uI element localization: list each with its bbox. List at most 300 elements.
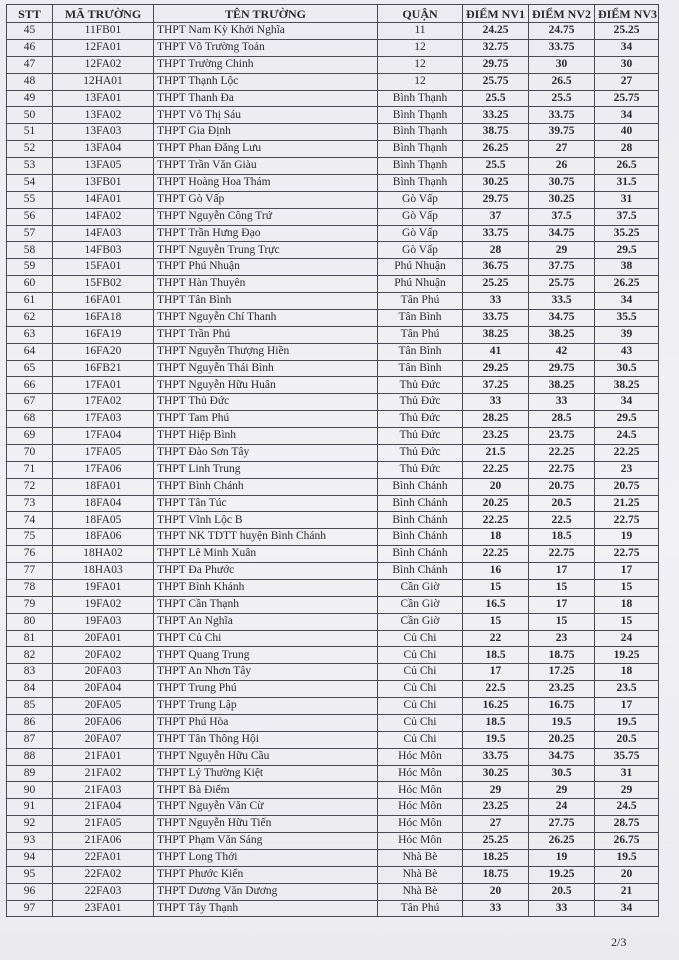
cell-ma-truong: 22FA01 [53, 849, 154, 866]
cell-diem-nv3: 22.75 [595, 546, 659, 563]
cell-diem-nv3: 34 [595, 293, 659, 310]
cell-quan: Tân Phú [378, 293, 463, 310]
cell-quan: Củ Chi [378, 664, 463, 681]
cell-ten-truong: THPT Trần Phú [154, 326, 378, 343]
cell-quan: Tân Bình [378, 360, 463, 377]
cell-ma-truong: 16FA01 [53, 293, 154, 310]
header-stt: STT [7, 5, 53, 23]
table-row [7, 833, 659, 850]
header-ma-truong: MÃ TRƯỜNG [53, 5, 154, 23]
cell-diem-nv1: 29 [463, 782, 529, 799]
cell-diem-nv1: 26.25 [463, 141, 529, 158]
table-row [7, 495, 659, 512]
cell-ma-truong: 19FA03 [53, 613, 154, 630]
cell-diem-nv2: 20.5 [529, 883, 595, 900]
cell-ma-truong: 22FA02 [53, 866, 154, 883]
cell-diem-nv1: 37 [463, 208, 529, 225]
cell-diem-nv2: 30.25 [529, 191, 595, 208]
cell-diem-nv3: 31 [595, 765, 659, 782]
cell-diem-nv1: 28.25 [463, 411, 529, 428]
cell-stt: 93 [7, 833, 53, 850]
cell-ma-truong: 17FA06 [53, 461, 154, 478]
cell-diem-nv1: 29.25 [463, 360, 529, 377]
cell-diem-nv2: 18.75 [529, 647, 595, 664]
cell-diem-nv1: 25.5 [463, 90, 529, 107]
cell-stt: 47 [7, 56, 53, 73]
cell-ma-truong: 19FA02 [53, 596, 154, 613]
cell-stt: 88 [7, 748, 53, 765]
cell-ma-truong: 13FA02 [53, 107, 154, 124]
table-row [7, 698, 659, 715]
cell-diem-nv1: 24.25 [463, 23, 529, 40]
cell-stt: 62 [7, 309, 53, 326]
cell-stt: 77 [7, 563, 53, 580]
cell-diem-nv2: 20.75 [529, 478, 595, 495]
table-row [7, 579, 659, 596]
cell-diem-nv2: 17 [529, 563, 595, 580]
cell-stt: 69 [7, 428, 53, 445]
cell-diem-nv3: 20 [595, 866, 659, 883]
cell-stt: 65 [7, 360, 53, 377]
cell-stt: 90 [7, 782, 53, 799]
cell-quan: Hóc Môn [378, 765, 463, 782]
cell-ma-truong: 20FA05 [53, 698, 154, 715]
table-row [7, 90, 659, 107]
cell-ma-truong: 14FA01 [53, 191, 154, 208]
cell-diem-nv1: 33 [463, 394, 529, 411]
table-row [7, 377, 659, 394]
cell-diem-nv2: 22.75 [529, 546, 595, 563]
cell-stt: 64 [7, 343, 53, 360]
cell-quan: Nhà Bè [378, 849, 463, 866]
cell-ten-truong: THPT Linh Trung [154, 461, 378, 478]
cell-diem-nv1: 33 [463, 900, 529, 917]
cell-ten-truong: THPT Nguyễn Hữu Huân [154, 377, 378, 394]
cell-diem-nv3: 37.5 [595, 208, 659, 225]
cell-stt: 73 [7, 495, 53, 512]
cell-diem-nv2: 24.75 [529, 23, 595, 40]
cell-ma-truong: 16FA20 [53, 343, 154, 360]
cell-quan: Cần Giờ [378, 579, 463, 596]
cell-diem-nv1: 15 [463, 613, 529, 630]
cell-diem-nv3: 35.75 [595, 748, 659, 765]
cell-diem-nv3: 38.25 [595, 377, 659, 394]
cell-ma-truong: 17FA01 [53, 377, 154, 394]
cell-ten-truong: THPT Phan Đăng Lưu [154, 141, 378, 158]
table-body [7, 23, 659, 917]
cell-diem-nv2: 18.5 [529, 529, 595, 546]
cell-diem-nv1: 30.25 [463, 765, 529, 782]
cell-diem-nv2: 25.75 [529, 276, 595, 293]
cell-diem-nv3: 34 [595, 107, 659, 124]
cell-ma-truong: 17FA04 [53, 428, 154, 445]
cell-diem-nv2: 33 [529, 394, 595, 411]
cell-ten-truong: THPT Tân Túc [154, 495, 378, 512]
table-row [7, 174, 659, 191]
cell-diem-nv2: 23.75 [529, 428, 595, 445]
table-row [7, 309, 659, 326]
cell-diem-nv1: 18.25 [463, 849, 529, 866]
table-row [7, 765, 659, 782]
cell-ma-truong: 17FA05 [53, 444, 154, 461]
cell-ma-truong: 18FA04 [53, 495, 154, 512]
cell-ten-truong: THPT Thanh Đa [154, 90, 378, 107]
table-row [7, 681, 659, 698]
cell-stt: 71 [7, 461, 53, 478]
table-row [7, 23, 659, 40]
table-row [7, 596, 659, 613]
cell-ma-truong: 15FB02 [53, 276, 154, 293]
cell-ma-truong: 18HA03 [53, 563, 154, 580]
cell-quan: Tân Bình [378, 309, 463, 326]
cell-quan: Củ Chi [378, 630, 463, 647]
cell-diem-nv1: 20.25 [463, 495, 529, 512]
table-row [7, 849, 659, 866]
cell-ten-truong: THPT Thạnh Lộc [154, 73, 378, 90]
cell-diem-nv1: 22.25 [463, 512, 529, 529]
cell-diem-nv3: 31 [595, 191, 659, 208]
cell-diem-nv2: 23 [529, 630, 595, 647]
cell-diem-nv2: 29 [529, 782, 595, 799]
cell-diem-nv3: 30 [595, 56, 659, 73]
cell-quan: Bình Thạnh [378, 174, 463, 191]
cell-diem-nv1: 25.25 [463, 276, 529, 293]
page-number: 2/3 [611, 935, 627, 949]
cell-diem-nv1: 18.5 [463, 647, 529, 664]
table-row [7, 343, 659, 360]
cell-ten-truong: THPT Phước Kiển [154, 866, 378, 883]
cell-diem-nv3: 24.5 [595, 799, 659, 816]
cell-ma-truong: 20FA01 [53, 630, 154, 647]
cell-stt: 59 [7, 259, 53, 276]
cell-diem-nv2: 29 [529, 242, 595, 259]
table-row [7, 39, 659, 56]
cell-stt: 51 [7, 124, 53, 141]
cell-quan: Củ Chi [378, 698, 463, 715]
cell-diem-nv2: 38.25 [529, 377, 595, 394]
cell-ma-truong: 17FA02 [53, 394, 154, 411]
cell-ma-truong: 16FA18 [53, 309, 154, 326]
cell-ten-truong: THPT Dương Văn Dương [154, 883, 378, 900]
cell-stt: 68 [7, 411, 53, 428]
cell-diem-nv3: 35.5 [595, 309, 659, 326]
table-header [7, 5, 659, 23]
cell-diem-nv3: 25.75 [595, 90, 659, 107]
cell-stt: 80 [7, 613, 53, 630]
cell-stt: 82 [7, 647, 53, 664]
cell-diem-nv1: 36.75 [463, 259, 529, 276]
cell-diem-nv1: 25.75 [463, 73, 529, 90]
cell-ma-truong: 16FB21 [53, 360, 154, 377]
cell-stt: 53 [7, 158, 53, 175]
cell-diem-nv3: 18 [595, 664, 659, 681]
cell-stt: 48 [7, 73, 53, 90]
cell-ma-truong: 22FA03 [53, 883, 154, 900]
cell-ma-truong: 11FB01 [53, 23, 154, 40]
cell-quan: Nhà Bè [378, 883, 463, 900]
cell-diem-nv3: 22.25 [595, 444, 659, 461]
cell-diem-nv2: 15 [529, 579, 595, 596]
cell-stt: 92 [7, 816, 53, 833]
cell-quan: Hóc Môn [378, 782, 463, 799]
table-row [7, 124, 659, 141]
table-row [7, 326, 659, 343]
cell-quan: Thủ Đức [378, 428, 463, 445]
cell-diem-nv3: 23.5 [595, 681, 659, 698]
cell-quan: 11 [378, 23, 463, 40]
cell-ten-truong: THPT Nguyễn Chí Thanh [154, 309, 378, 326]
cell-ma-truong: 21FA03 [53, 782, 154, 799]
cell-stt: 83 [7, 664, 53, 681]
cell-stt: 91 [7, 799, 53, 816]
cell-stt: 70 [7, 444, 53, 461]
cell-ma-truong: 12FA01 [53, 39, 154, 56]
cell-ma-truong: 12FA02 [53, 56, 154, 73]
cell-diem-nv2: 30.5 [529, 765, 595, 782]
header-row [7, 5, 659, 23]
cell-ten-truong: THPT Vĩnh Lộc B [154, 512, 378, 529]
cell-diem-nv3: 17 [595, 698, 659, 715]
table-row [7, 411, 659, 428]
cell-diem-nv2: 19.25 [529, 866, 595, 883]
cell-quan: Củ Chi [378, 731, 463, 748]
cell-stt: 76 [7, 546, 53, 563]
cell-diem-nv2: 22.75 [529, 461, 595, 478]
cell-ma-truong: 20FA06 [53, 714, 154, 731]
cell-diem-nv2: 24 [529, 799, 595, 816]
cell-ten-truong: THPT Tam Phú [154, 411, 378, 428]
table-row [7, 73, 659, 90]
cell-quan: Tân Phú [378, 900, 463, 917]
cell-ten-truong: THPT Tân Thông Hội [154, 731, 378, 748]
table-row [7, 748, 659, 765]
cell-ten-truong: THPT Hiệp Bình [154, 428, 378, 445]
cell-quan: Bình Chánh [378, 546, 463, 563]
cell-quan: Phú Nhuận [378, 259, 463, 276]
cell-quan: Gò Vấp [378, 225, 463, 242]
table-row [7, 816, 659, 833]
admission-scores-table [6, 4, 659, 917]
cell-stt: 45 [7, 23, 53, 40]
cell-diem-nv2: 42 [529, 343, 595, 360]
table-row [7, 613, 659, 630]
cell-ten-truong: THPT Củ Chi [154, 630, 378, 647]
cell-diem-nv2: 27 [529, 141, 595, 158]
cell-quan: Bình Thạnh [378, 124, 463, 141]
cell-diem-nv1: 29.75 [463, 191, 529, 208]
cell-stt: 96 [7, 883, 53, 900]
cell-ten-truong: THPT Phạm Văn Sáng [154, 833, 378, 850]
cell-ten-truong: THPT Tây Thạnh [154, 900, 378, 917]
table-row [7, 444, 659, 461]
cell-diem-nv3: 39 [595, 326, 659, 343]
cell-ma-truong: 17FA03 [53, 411, 154, 428]
cell-diem-nv2: 30 [529, 56, 595, 73]
header-diem-nv3: ĐIỂM NV3 [595, 5, 659, 23]
cell-stt: 79 [7, 596, 53, 613]
cell-ten-truong: THPT Bình Khánh [154, 579, 378, 596]
cell-stt: 74 [7, 512, 53, 529]
table-row [7, 191, 659, 208]
cell-diem-nv2: 19 [529, 849, 595, 866]
cell-quan: Bình Chánh [378, 478, 463, 495]
cell-diem-nv3: 38 [595, 259, 659, 276]
cell-quan: Tân Phú [378, 326, 463, 343]
cell-diem-nv2: 37.5 [529, 208, 595, 225]
header-diem-nv2: ĐIỂM NV2 [529, 5, 595, 23]
cell-diem-nv3: 40 [595, 124, 659, 141]
cell-diem-nv3: 19.25 [595, 647, 659, 664]
cell-diem-nv1: 25.25 [463, 833, 529, 850]
cell-diem-nv2: 23.25 [529, 681, 595, 698]
cell-ma-truong: 14FA03 [53, 225, 154, 242]
table-row [7, 647, 659, 664]
cell-ma-truong: 13FA01 [53, 90, 154, 107]
cell-ten-truong: THPT Cần Thạnh [154, 596, 378, 613]
cell-stt: 78 [7, 579, 53, 596]
cell-diem-nv1: 23.25 [463, 799, 529, 816]
cell-diem-nv2: 26 [529, 158, 595, 175]
cell-stt: 54 [7, 174, 53, 191]
cell-diem-nv3: 19 [595, 529, 659, 546]
cell-diem-nv3: 26.25 [595, 276, 659, 293]
cell-diem-nv2: 17 [529, 596, 595, 613]
table-row [7, 478, 659, 495]
cell-quan: Thủ Đức [378, 377, 463, 394]
cell-ma-truong: 21FA01 [53, 748, 154, 765]
cell-ma-truong: 13FA04 [53, 141, 154, 158]
cell-diem-nv2: 22.5 [529, 512, 595, 529]
cell-diem-nv2: 28.5 [529, 411, 595, 428]
cell-ma-truong: 20FA07 [53, 731, 154, 748]
cell-diem-nv1: 38.25 [463, 326, 529, 343]
cell-diem-nv2: 27.75 [529, 816, 595, 833]
cell-diem-nv3: 22.75 [595, 512, 659, 529]
cell-ten-truong: THPT Trần Văn Giàu [154, 158, 378, 175]
cell-diem-nv1: 23.25 [463, 428, 529, 445]
cell-diem-nv3: 26.5 [595, 158, 659, 175]
table-row [7, 799, 659, 816]
cell-ma-truong: 21FA02 [53, 765, 154, 782]
cell-diem-nv3: 18 [595, 596, 659, 613]
cell-ten-truong: THPT Trần Hưng Đạo [154, 225, 378, 242]
cell-stt: 86 [7, 714, 53, 731]
cell-ten-truong: THPT Lý Thường Kiệt [154, 765, 378, 782]
cell-quan: Thủ Đức [378, 444, 463, 461]
cell-diem-nv3: 43 [595, 343, 659, 360]
cell-ten-truong: THPT Nguyễn Hữu Cầu [154, 748, 378, 765]
cell-diem-nv3: 26.75 [595, 833, 659, 850]
cell-ten-truong: THPT Hàn Thuyên [154, 276, 378, 293]
cell-diem-nv1: 32.75 [463, 39, 529, 56]
cell-diem-nv3: 21.25 [595, 495, 659, 512]
cell-diem-nv1: 33 [463, 293, 529, 310]
cell-ten-truong: THPT Trường Chinh [154, 56, 378, 73]
cell-diem-nv3: 31.5 [595, 174, 659, 191]
cell-stt: 67 [7, 394, 53, 411]
cell-ten-truong: THPT Nguyễn Trung Trực [154, 242, 378, 259]
cell-diem-nv3: 28.75 [595, 816, 659, 833]
cell-diem-nv2: 37.75 [529, 259, 595, 276]
cell-quan: Bình Thạnh [378, 90, 463, 107]
cell-diem-nv1: 33.75 [463, 748, 529, 765]
cell-stt: 81 [7, 630, 53, 647]
cell-diem-nv3: 34 [595, 900, 659, 917]
cell-ten-truong: THPT Nguyễn Thượng Hiền [154, 343, 378, 360]
cell-ten-truong: THPT Thủ Đức [154, 394, 378, 411]
cell-quan: 12 [378, 56, 463, 73]
header-quan: QUẬN [378, 5, 463, 23]
cell-quan: Bình Thạnh [378, 141, 463, 158]
cell-ten-truong: THPT Trung Lập [154, 698, 378, 715]
cell-diem-nv1: 18.5 [463, 714, 529, 731]
cell-diem-nv1: 22.25 [463, 461, 529, 478]
table-row [7, 56, 659, 73]
header-diem-nv1: ĐIỂM NV1 [463, 5, 529, 23]
cell-ten-truong: THPT Nguyễn Công Trứ [154, 208, 378, 225]
cell-ten-truong: THPT Gò Vấp [154, 191, 378, 208]
cell-ten-truong: THPT Nam Kỳ Khởi Nghĩa [154, 23, 378, 40]
cell-diem-nv3: 24.5 [595, 428, 659, 445]
cell-quan: Hóc Môn [378, 799, 463, 816]
cell-quan: Bình Chánh [378, 563, 463, 580]
cell-ten-truong: THPT Võ Thị Sáu [154, 107, 378, 124]
cell-stt: 95 [7, 866, 53, 883]
cell-quan: Hóc Môn [378, 833, 463, 850]
cell-quan: Bình Chánh [378, 512, 463, 529]
cell-diem-nv1: 41 [463, 343, 529, 360]
table-row [7, 461, 659, 478]
cell-ten-truong: THPT Phú Hòa [154, 714, 378, 731]
cell-ma-truong: 20FA02 [53, 647, 154, 664]
cell-diem-nv1: 25.5 [463, 158, 529, 175]
table-row [7, 141, 659, 158]
cell-ma-truong: 18FA01 [53, 478, 154, 495]
cell-quan: Gò Vấp [378, 208, 463, 225]
cell-diem-nv1: 16.25 [463, 698, 529, 715]
cell-diem-nv3: 29.5 [595, 411, 659, 428]
table-row [7, 529, 659, 546]
cell-stt: 89 [7, 765, 53, 782]
cell-ma-truong: 18FA06 [53, 529, 154, 546]
cell-quan: Hóc Môn [378, 816, 463, 833]
table-row [7, 208, 659, 225]
cell-stt: 49 [7, 90, 53, 107]
cell-diem-nv1: 33.75 [463, 309, 529, 326]
cell-ten-truong: THPT Lê Minh Xuân [154, 546, 378, 563]
cell-diem-nv1: 21.5 [463, 444, 529, 461]
cell-ma-truong: 13FA03 [53, 124, 154, 141]
cell-ten-truong: THPT Quang Trung [154, 647, 378, 664]
cell-diem-nv1: 19.5 [463, 731, 529, 748]
cell-ma-truong: 20FA04 [53, 681, 154, 698]
cell-quan: Phú Nhuận [378, 276, 463, 293]
cell-diem-nv2: 38.25 [529, 326, 595, 343]
table-row [7, 107, 659, 124]
cell-ma-truong: 14FB03 [53, 242, 154, 259]
cell-diem-nv2: 20.25 [529, 731, 595, 748]
cell-ma-truong: 19FA01 [53, 579, 154, 596]
cell-diem-nv3: 19.5 [595, 849, 659, 866]
cell-ten-truong: THPT Võ Trường Toản [154, 39, 378, 56]
cell-diem-nv3: 15 [595, 613, 659, 630]
cell-diem-nv2: 26.25 [529, 833, 595, 850]
cell-stt: 61 [7, 293, 53, 310]
table-row [7, 394, 659, 411]
cell-stt: 87 [7, 731, 53, 748]
cell-quan: Củ Chi [378, 714, 463, 731]
table-row [7, 242, 659, 259]
